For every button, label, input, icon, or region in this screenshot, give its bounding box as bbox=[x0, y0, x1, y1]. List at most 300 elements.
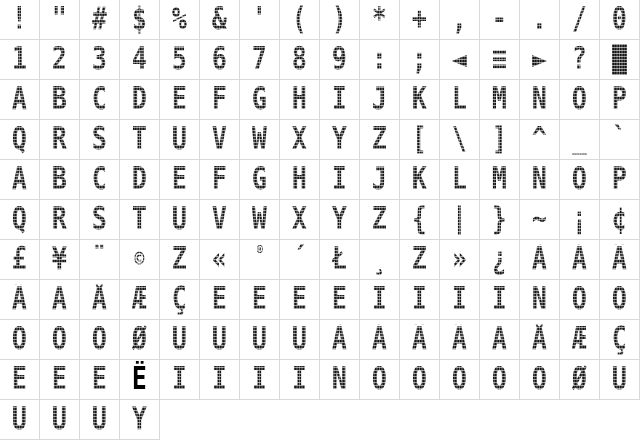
glyph-cell bbox=[40, 200, 80, 240]
glyph-cell bbox=[0, 0, 40, 40]
glyph: ¥ bbox=[52, 241, 67, 277]
glyph: ¨ bbox=[92, 241, 107, 277]
glyph: + bbox=[412, 1, 427, 37]
glyph-cell bbox=[440, 240, 480, 280]
glyph: X bbox=[292, 121, 307, 157]
glyph: A bbox=[12, 81, 27, 117]
glyph-cell bbox=[400, 120, 440, 160]
glyph: ! bbox=[12, 1, 27, 37]
glyph-cell bbox=[240, 200, 280, 240]
glyph-cell bbox=[280, 0, 320, 40]
glyph-cell bbox=[480, 200, 520, 240]
glyph: Ø bbox=[572, 361, 587, 397]
glyph-cell bbox=[480, 360, 520, 400]
glyph: ^ bbox=[532, 121, 547, 157]
glyph-cell bbox=[440, 40, 480, 80]
glyph: Y bbox=[332, 201, 347, 237]
glyph-cell bbox=[120, 400, 160, 440]
glyph: À bbox=[332, 321, 347, 357]
glyph-cell bbox=[0, 40, 40, 80]
glyph: Ì bbox=[172, 361, 187, 397]
glyph-cell bbox=[80, 240, 120, 280]
glyph-cell bbox=[120, 200, 160, 240]
glyph: ] bbox=[492, 121, 507, 157]
glyph-cell bbox=[80, 400, 120, 440]
glyph-cell bbox=[280, 120, 320, 160]
glyph-cell bbox=[560, 240, 600, 280]
glyph-cell bbox=[280, 280, 320, 320]
glyph: Â bbox=[612, 241, 627, 277]
glyph: _ bbox=[572, 121, 587, 157]
glyph: Á bbox=[372, 321, 387, 357]
glyph: K bbox=[412, 81, 427, 117]
glyph-cell bbox=[400, 160, 440, 200]
glyph-cell bbox=[480, 40, 520, 80]
glyph-cell bbox=[400, 80, 440, 120]
glyph: / bbox=[572, 1, 587, 37]
glyph: 4 bbox=[132, 41, 147, 77]
glyph: Ž bbox=[172, 241, 187, 277]
glyph-cell bbox=[40, 40, 80, 80]
glyph-cell bbox=[160, 280, 200, 320]
glyph-cell bbox=[160, 240, 200, 280]
glyph: 3 bbox=[92, 41, 107, 77]
glyph: ◄ bbox=[452, 41, 467, 77]
glyph: } bbox=[492, 201, 507, 237]
glyph: T bbox=[132, 201, 147, 237]
glyph: Ê bbox=[92, 361, 107, 397]
glyph-cell bbox=[160, 200, 200, 240]
glyph-cell bbox=[200, 40, 240, 80]
glyph-cell bbox=[440, 160, 480, 200]
glyph: Q bbox=[12, 201, 27, 237]
glyph-cell bbox=[160, 320, 200, 360]
glyph-cell bbox=[440, 200, 480, 240]
glyph-cell bbox=[560, 360, 600, 400]
glyph-cell bbox=[80, 320, 120, 360]
glyph-cell bbox=[560, 280, 600, 320]
glyph-cell bbox=[240, 120, 280, 160]
glyph-cell bbox=[0, 120, 40, 160]
glyph-cell bbox=[40, 0, 80, 40]
glyph-cell bbox=[440, 120, 480, 160]
glyph-cell bbox=[560, 120, 600, 160]
glyph-cell bbox=[480, 160, 520, 200]
glyph-cell bbox=[400, 280, 440, 320]
glyph-cell bbox=[360, 160, 400, 200]
glyph-cell bbox=[360, 360, 400, 400]
glyph-cell bbox=[520, 80, 560, 120]
glyph-cell bbox=[200, 0, 240, 40]
glyph-cell bbox=[240, 40, 280, 80]
glyph: [ bbox=[412, 121, 427, 157]
glyph-cell bbox=[440, 360, 480, 400]
glyph: & bbox=[212, 1, 227, 37]
glyph: W bbox=[252, 121, 267, 157]
glyph: Î bbox=[252, 361, 267, 397]
glyph: \ bbox=[452, 121, 467, 157]
glyph-cell bbox=[440, 320, 480, 360]
glyph: Y bbox=[332, 121, 347, 157]
glyph-cell bbox=[520, 0, 560, 40]
glyph-cell bbox=[280, 80, 320, 120]
glyph-cell bbox=[80, 280, 120, 320]
glyph: Å bbox=[92, 281, 107, 317]
glyph: 9 bbox=[332, 41, 347, 77]
glyph: D bbox=[132, 81, 147, 117]
glyph-cell bbox=[120, 80, 160, 120]
glyph: Ã bbox=[12, 281, 27, 317]
glyph-cell bbox=[600, 160, 640, 200]
glyph-cell bbox=[240, 80, 280, 120]
glyph: Ë bbox=[132, 361, 147, 397]
glyph-cell bbox=[0, 160, 40, 200]
glyph-cell bbox=[320, 160, 360, 200]
glyph: ( bbox=[292, 1, 307, 37]
glyph: À bbox=[532, 241, 547, 277]
glyph: X bbox=[292, 201, 307, 237]
glyph: Ë bbox=[332, 281, 347, 317]
glyph-cell bbox=[320, 200, 360, 240]
glyph-cell bbox=[360, 120, 400, 160]
glyph-cell bbox=[200, 120, 240, 160]
glyph-cell bbox=[600, 320, 640, 360]
glyph-cell bbox=[120, 160, 160, 200]
glyph-cell bbox=[520, 280, 560, 320]
glyph-cell bbox=[120, 240, 160, 280]
glyph-cell bbox=[320, 40, 360, 80]
glyph-cell bbox=[40, 80, 80, 120]
glyph: I bbox=[332, 161, 347, 197]
glyph-cell bbox=[0, 320, 40, 360]
glyph-cell bbox=[520, 40, 560, 80]
glyph: 5 bbox=[172, 41, 187, 77]
glyph-cell bbox=[80, 160, 120, 200]
glyph-cell bbox=[320, 120, 360, 160]
glyph: O bbox=[572, 81, 587, 117]
glyph-cell bbox=[360, 0, 400, 40]
glyph-cell bbox=[560, 160, 600, 200]
glyph: Ä bbox=[492, 321, 507, 357]
glyph: O bbox=[572, 161, 587, 197]
glyph: ' bbox=[252, 1, 267, 37]
glyph: ¸ bbox=[372, 241, 387, 277]
glyph: Ç bbox=[172, 281, 187, 317]
glyph: Ü bbox=[92, 401, 107, 437]
glyph-cell bbox=[600, 40, 640, 80]
glyph-cell bbox=[400, 40, 440, 80]
glyph-cell bbox=[360, 320, 400, 360]
glyph: É bbox=[52, 361, 67, 397]
glyph-cell bbox=[440, 280, 480, 320]
glyph-cell bbox=[0, 80, 40, 120]
glyph: Ï bbox=[492, 281, 507, 317]
glyph-cell bbox=[600, 80, 640, 120]
glyph: J bbox=[372, 161, 387, 197]
glyph: G bbox=[252, 81, 267, 117]
glyph-cell bbox=[600, 0, 640, 40]
glyph: Z bbox=[372, 201, 387, 237]
glyph-cell bbox=[80, 360, 120, 400]
glyph: Ñ bbox=[332, 361, 347, 397]
glyph: Q bbox=[12, 121, 27, 157]
glyph-cell bbox=[520, 120, 560, 160]
glyph: È bbox=[12, 361, 27, 397]
glyph: ® bbox=[256, 243, 263, 258]
glyph-cell bbox=[80, 40, 120, 80]
glyph: P bbox=[612, 161, 627, 197]
glyph: ¿ bbox=[492, 241, 507, 277]
glyph: B bbox=[52, 161, 67, 197]
glyph: Ô bbox=[12, 321, 27, 357]
glyph: £ bbox=[12, 241, 27, 277]
glyph-cell bbox=[480, 320, 520, 360]
glyph: U bbox=[172, 121, 187, 157]
glyph: T bbox=[132, 121, 147, 157]
glyph-cell bbox=[560, 40, 600, 80]
glyph: W bbox=[252, 201, 267, 237]
glyph: 0 bbox=[612, 1, 627, 37]
glyph: N bbox=[532, 161, 547, 197]
glyph-cell bbox=[360, 80, 400, 120]
glyph-cell bbox=[0, 240, 40, 280]
glyph-cell bbox=[200, 240, 240, 280]
glyph-cell bbox=[320, 280, 360, 320]
glyph-cell bbox=[160, 80, 200, 120]
glyph-cell bbox=[120, 120, 160, 160]
glyph-cell bbox=[200, 160, 240, 200]
glyph-cell bbox=[520, 160, 560, 200]
glyph-cell bbox=[320, 80, 360, 120]
glyph: N bbox=[532, 81, 547, 117]
glyph-cell bbox=[320, 360, 360, 400]
glyph-cell bbox=[600, 200, 640, 240]
glyph: Ü bbox=[292, 321, 307, 357]
glyph-cell bbox=[0, 200, 40, 240]
glyph-cell bbox=[160, 40, 200, 80]
glyph-cell bbox=[560, 200, 600, 240]
glyph-cell bbox=[160, 120, 200, 160]
glyph-cell bbox=[160, 360, 200, 400]
glyph: Ï bbox=[292, 361, 307, 397]
glyph-cell bbox=[120, 360, 160, 400]
glyph: E bbox=[172, 161, 187, 197]
glyph: ¢ bbox=[612, 201, 627, 237]
glyph: - bbox=[492, 1, 507, 37]
glyph-cell bbox=[520, 360, 560, 400]
empty-region bbox=[160, 400, 640, 440]
glyph: ► bbox=[532, 41, 547, 77]
glyph-cell bbox=[560, 80, 600, 120]
glyph-cell bbox=[320, 0, 360, 40]
glyph: Ô bbox=[452, 361, 467, 397]
glyph-cell bbox=[40, 360, 80, 400]
glyph-cell bbox=[240, 280, 280, 320]
glyph: I bbox=[332, 81, 347, 117]
glyph: S bbox=[92, 121, 107, 157]
glyph: Á bbox=[572, 241, 587, 277]
glyph-cell bbox=[40, 160, 80, 200]
glyph: H bbox=[292, 81, 307, 117]
glyph: Ò bbox=[572, 281, 587, 317]
glyph-cell bbox=[520, 200, 560, 240]
glyph: Ł bbox=[332, 241, 347, 277]
glyph-cell bbox=[400, 360, 440, 400]
glyph: S bbox=[92, 201, 107, 237]
glyph-cell bbox=[280, 240, 320, 280]
glyph-cell bbox=[320, 240, 360, 280]
glyph-cell bbox=[160, 0, 200, 40]
glyph: Ÿ bbox=[132, 401, 147, 437]
glyph: « bbox=[212, 241, 227, 277]
glyph-cell bbox=[0, 280, 40, 320]
glyph: Ž bbox=[412, 241, 427, 277]
glyph: F bbox=[212, 81, 227, 117]
glyph-cell bbox=[400, 200, 440, 240]
glyph: K bbox=[412, 161, 427, 197]
glyph: Û bbox=[52, 401, 67, 437]
glyph: Æ bbox=[132, 281, 147, 317]
glyph: U bbox=[172, 201, 187, 237]
glyph: Ñ bbox=[532, 281, 547, 317]
glyph: L bbox=[452, 161, 467, 197]
glyph-cell bbox=[280, 320, 320, 360]
glyph-cell bbox=[240, 160, 280, 200]
glyph: 8 bbox=[292, 41, 307, 77]
glyph: 1 bbox=[12, 41, 27, 77]
glyph: C bbox=[92, 161, 107, 197]
glyph: $ bbox=[132, 1, 147, 37]
glyph: . bbox=[532, 1, 547, 37]
glyph: ? bbox=[572, 41, 587, 77]
glyph-cell bbox=[480, 280, 520, 320]
glyph-cell bbox=[280, 40, 320, 80]
glyph-cell bbox=[240, 360, 280, 400]
glyph: V bbox=[212, 201, 227, 237]
glyph: Â bbox=[412, 321, 427, 357]
glyph-cell bbox=[560, 320, 600, 360]
glyph-cell bbox=[440, 80, 480, 120]
glyph-cell bbox=[400, 240, 440, 280]
glyph-cell bbox=[280, 200, 320, 240]
glyph: M bbox=[492, 161, 507, 197]
glyph-cell bbox=[40, 320, 80, 360]
glyph: Í bbox=[412, 281, 427, 317]
glyph-cell bbox=[200, 280, 240, 320]
glyph: ) bbox=[332, 1, 347, 37]
glyph-cell bbox=[400, 320, 440, 360]
glyph: F bbox=[212, 161, 227, 197]
glyph: P bbox=[612, 81, 627, 117]
glyph: L bbox=[452, 81, 467, 117]
glyph-cell bbox=[200, 320, 240, 360]
glyph: Ê bbox=[292, 281, 307, 317]
glyph: : bbox=[372, 41, 387, 77]
glyph: M bbox=[492, 81, 507, 117]
glyph: Ù bbox=[172, 321, 187, 357]
glyph: È bbox=[212, 281, 227, 317]
glyph: Í bbox=[212, 361, 227, 397]
glyph: H bbox=[292, 161, 307, 197]
glyph-cell bbox=[240, 240, 280, 280]
glyph: G bbox=[252, 161, 267, 197]
glyph-cell bbox=[440, 0, 480, 40]
glyph-cell bbox=[120, 320, 160, 360]
glyph: Ö bbox=[532, 361, 547, 397]
glyph: C bbox=[92, 81, 107, 117]
glyph: 2 bbox=[52, 41, 67, 77]
glyph-cell bbox=[520, 320, 560, 360]
glyph-cell bbox=[80, 0, 120, 40]
glyph: V bbox=[212, 121, 227, 157]
glyph-cell bbox=[480, 80, 520, 120]
glyph: Z bbox=[372, 121, 387, 157]
glyph-cell bbox=[120, 40, 160, 80]
glyph: J bbox=[372, 81, 387, 117]
glyph-cell bbox=[40, 280, 80, 320]
glyph: ´ bbox=[292, 241, 307, 277]
glyph-cell bbox=[280, 160, 320, 200]
glyph-cell bbox=[480, 240, 520, 280]
glyph: % bbox=[172, 1, 187, 37]
glyph-cell bbox=[280, 360, 320, 400]
glyph: { bbox=[412, 201, 427, 237]
glyph: D bbox=[132, 161, 147, 197]
glyph: Ó bbox=[612, 281, 627, 317]
glyph: Å bbox=[532, 321, 547, 357]
glyph: Û bbox=[252, 321, 267, 357]
glyph-cell bbox=[520, 240, 560, 280]
glyph: █ bbox=[612, 41, 627, 77]
glyph-cell bbox=[480, 0, 520, 40]
glyph: Ì bbox=[372, 281, 387, 317]
glyph: É bbox=[252, 281, 267, 317]
glyph: Ã bbox=[452, 321, 467, 357]
glyph: Æ bbox=[572, 321, 587, 357]
glyph: Ú bbox=[212, 321, 227, 357]
glyph-cell bbox=[600, 280, 640, 320]
glyph: 6 bbox=[212, 41, 227, 77]
glyph-cell bbox=[560, 0, 600, 40]
glyph: » bbox=[452, 241, 467, 277]
glyph-cell bbox=[0, 360, 40, 400]
glyph: Õ bbox=[52, 321, 67, 357]
glyph-cell bbox=[200, 80, 240, 120]
glyph-cell bbox=[360, 240, 400, 280]
glyph-cell bbox=[320, 320, 360, 360]
glyph-cell bbox=[80, 200, 120, 240]
glyph: ¡ bbox=[572, 201, 587, 237]
glyph: Õ bbox=[492, 361, 507, 397]
glyph-cell bbox=[80, 120, 120, 160]
glyph: ; bbox=[412, 41, 427, 77]
glyph-cell bbox=[40, 240, 80, 280]
glyph-cell bbox=[120, 280, 160, 320]
glyph-cell bbox=[400, 0, 440, 40]
glyph-cell bbox=[240, 320, 280, 360]
glyph: " bbox=[52, 1, 67, 37]
glyph: Ú bbox=[12, 401, 27, 437]
glyph-cell bbox=[600, 120, 640, 160]
glyph-cell bbox=[0, 400, 40, 440]
glyph-cell bbox=[200, 200, 240, 240]
glyph: ≡ bbox=[492, 41, 507, 77]
glyph: ` bbox=[612, 121, 627, 157]
glyph: © bbox=[134, 247, 145, 271]
glyph-cell bbox=[200, 360, 240, 400]
glyph: A bbox=[12, 161, 27, 197]
glyph: | bbox=[452, 201, 467, 237]
